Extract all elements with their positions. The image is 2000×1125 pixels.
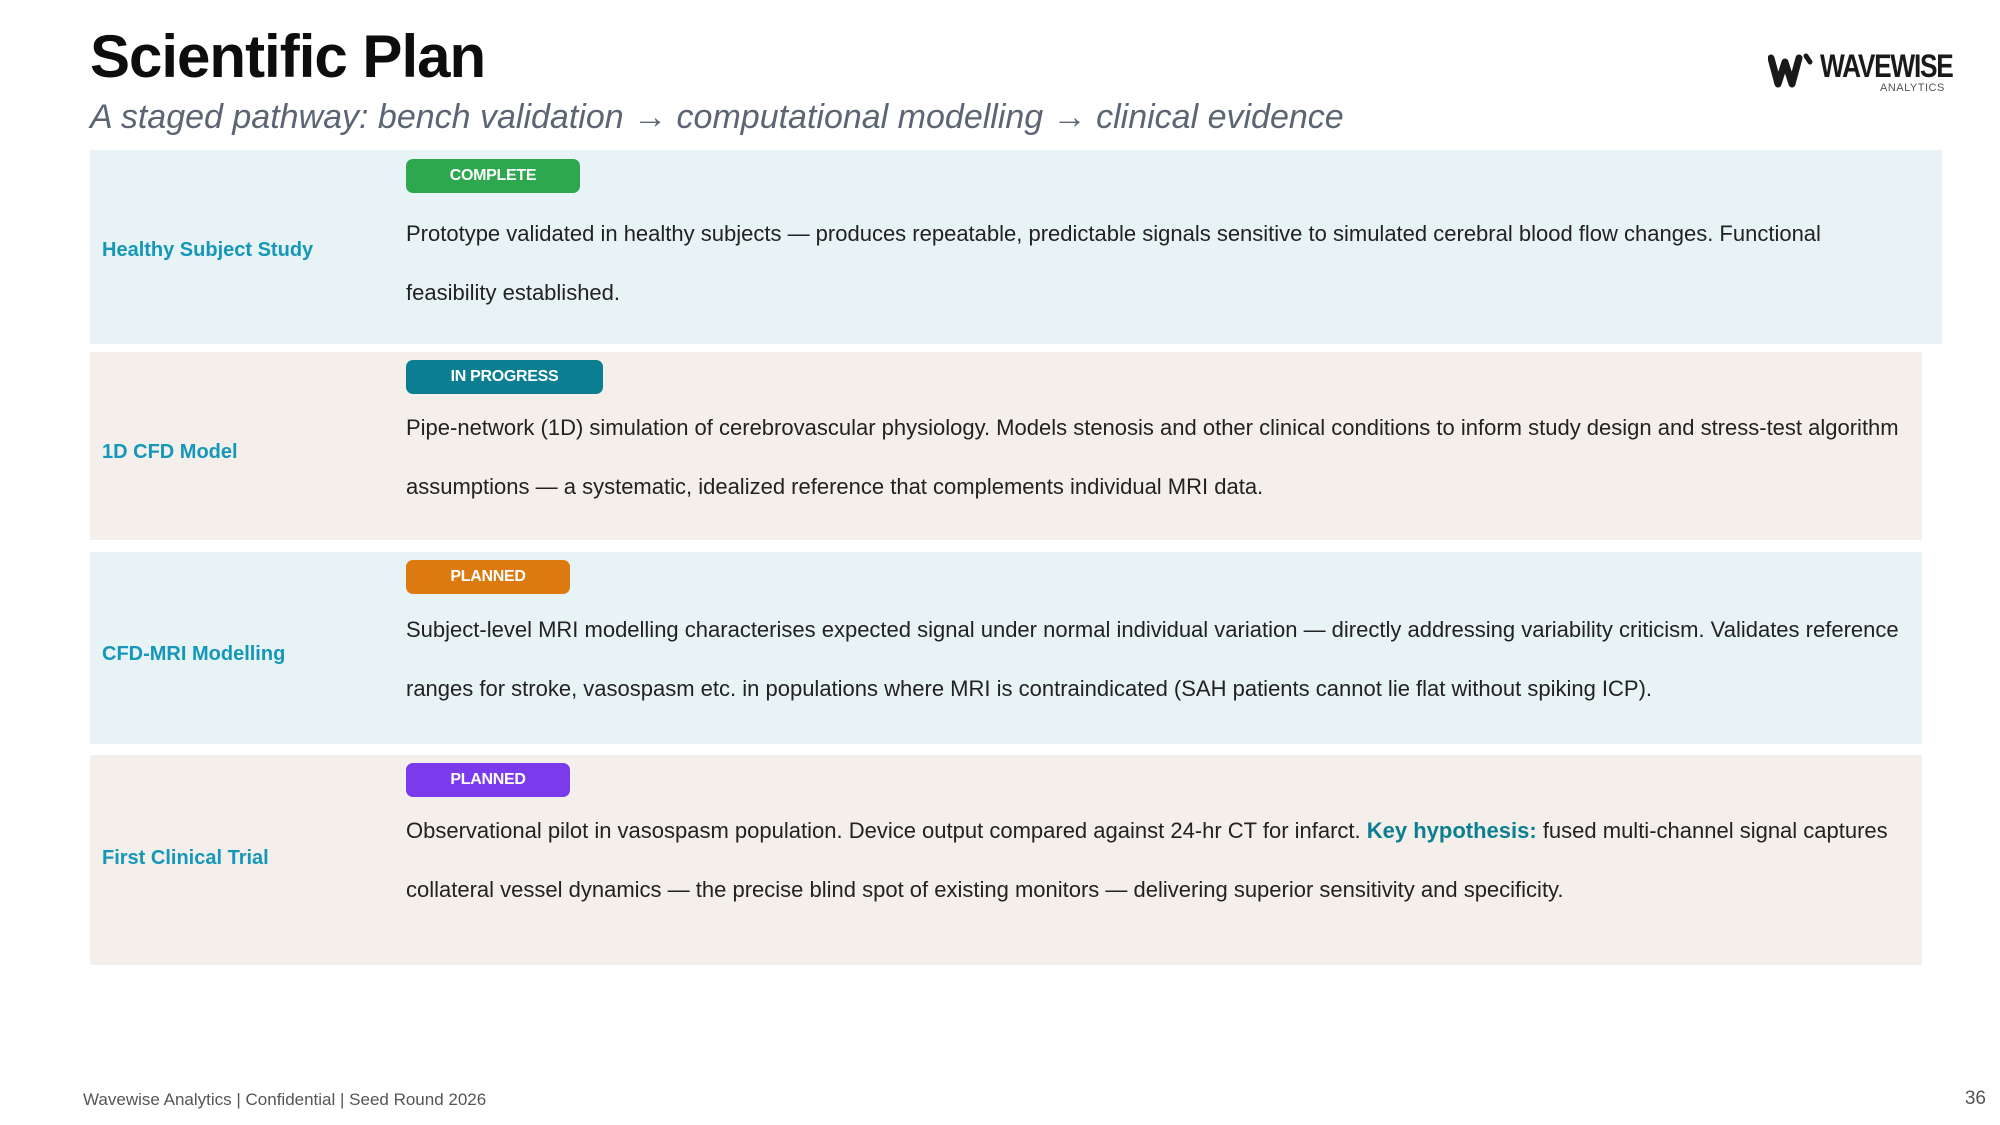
- stage-description: Subject-level MRI modelling characterises expected signal under normal individual variation — directly addressing variability criticism. Validates reference ranges for stroke, vasospasm etc. in populations where MRI is contraindicated (SAH patients cannot lie flat without spiking ICP).: [406, 617, 1899, 701]
- stage-description: Pipe-network (1D) simulation of cerebrovascular physiology. Models stenosis and other clinical conditions to inform study design and stress-test algorithm assumptions — a systematic, idealized reference that complements individual MRI data.: [406, 415, 1899, 499]
- stage-description: Prototype validated in healthy subjects — produces repeatable, predictable signals sensitive to simulated cerebral blood flow changes. Functional feasibility established.: [406, 221, 1821, 305]
- status-badge-in-progress: IN PROGRESS: [406, 360, 603, 394]
- page-number: 36: [1964, 1088, 1986, 1109]
- footer-text: Wavewise Analytics | Confidential | Seed Round 2026: [83, 1090, 487, 1109]
- page-title: Scientific Plan: [90, 23, 486, 90]
- status-badge-planned: PLANNED: [406, 763, 570, 797]
- status-badge-planned: PLANNED: [406, 560, 570, 594]
- wave-logo-icon: [1768, 48, 1816, 92]
- company-logo: [1768, 48, 1953, 94]
- stage-row-1d-cfd-model: [90, 352, 1922, 540]
- stage-description: [406, 801, 1906, 919]
- stage-row-healthy-subject-study: [90, 150, 1942, 344]
- stage-row-cfd-mri-modelling: [90, 552, 1922, 744]
- description-text: Observational pilot in vasospasm population. Device output compared against 24-hr CT for infarct.: [406, 818, 1367, 843]
- logo-tagline: ANALYTICS: [1880, 82, 1945, 94]
- page-subtitle: A staged pathway: bench validation → computational modelling → clinical evidence: [90, 98, 1344, 136]
- stage-label: 1D CFD Model: [102, 441, 238, 463]
- logo-wordmark: WAVEWISE: [1820, 48, 1953, 84]
- stage-row-first-clinical-trial: [90, 755, 1922, 965]
- status-badge-complete: COMPLETE: [406, 159, 580, 193]
- description-text: fused multi-channel signal captures collateral vessel dynamics — the precise blind spot of existing monitors — delivering superior sensitivity and specificity.: [406, 818, 1888, 902]
- stage-label: Healthy Subject Study: [102, 239, 314, 261]
- key-hypothesis-label: Key hypothesis:: [1366, 818, 1537, 843]
- stage-label: First Clinical Trial: [102, 847, 269, 869]
- stage-label: CFD-MRI Modelling: [102, 643, 286, 665]
